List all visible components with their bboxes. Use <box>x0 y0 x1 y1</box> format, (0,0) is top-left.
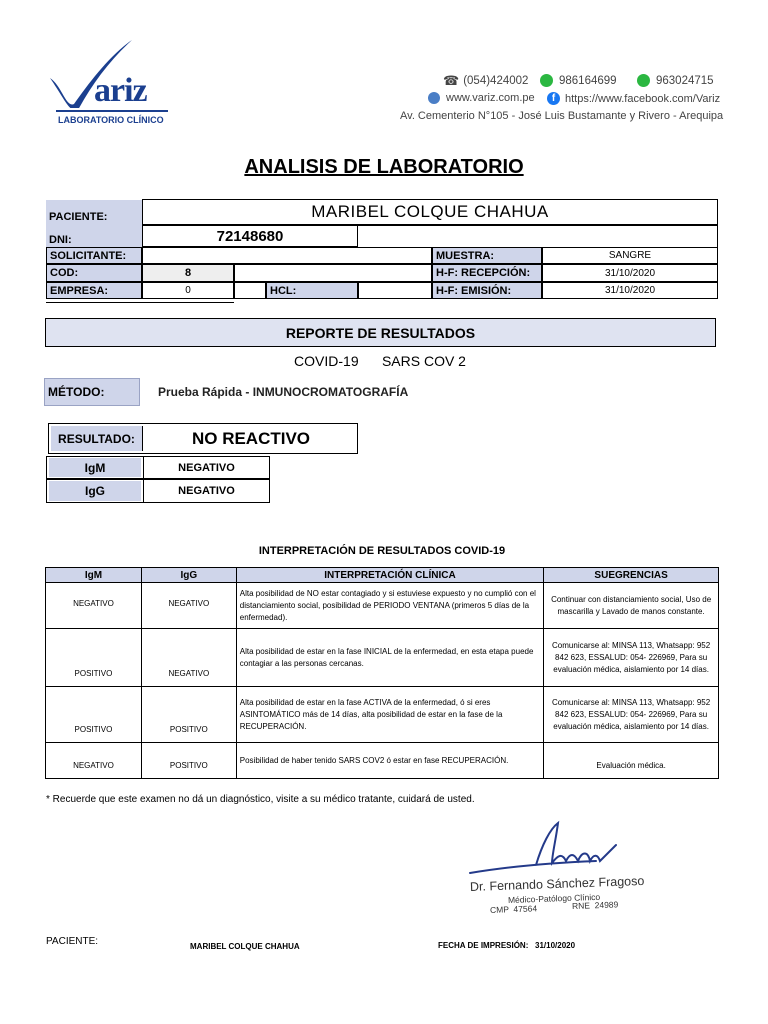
igm-row <box>46 456 270 479</box>
resultado-value: NO REACTIVO <box>191 428 311 448</box>
whatsapp-icon <box>540 74 553 87</box>
recepcion-label: H-F: RECEPCIÓN: <box>432 264 542 282</box>
footer-fecha-value: 31/10/2020 <box>535 941 576 950</box>
logo-underline <box>56 110 168 112</box>
table-header-row <box>46 568 719 583</box>
website-link[interactable]: www.variz.com.pe <box>446 92 535 104</box>
solicitante-value <box>142 247 432 264</box>
signature-rne: RNE 24989 <box>571 899 619 911</box>
header-sugerencias: SUEGRENCIAS <box>544 568 719 583</box>
dni-label: DNI: <box>46 225 142 247</box>
patient-bottom-rule <box>46 302 234 303</box>
table-row <box>46 583 719 629</box>
report-heading-text: REPORTE DE RESULTADOS <box>285 324 476 341</box>
whatsapp-icon <box>637 74 650 87</box>
address: Av. Cementerio N°105 - José Luis Bustamante y Rivero - Arequipa <box>400 110 724 122</box>
signature-cmp: CMP 47564 <box>489 903 538 915</box>
report-subtitle: COVID-19 SARS COV 2 <box>294 353 466 369</box>
table-row <box>46 687 719 743</box>
cod-empty <box>234 264 432 282</box>
empresa-value: 0 <box>142 282 234 299</box>
hcl-label: HCL: <box>266 282 358 299</box>
igg-value: NEGATIVO <box>143 480 269 502</box>
report-heading <box>45 318 716 347</box>
facebook-icon: f <box>547 92 560 105</box>
phone-icon: ☎ <box>443 73 460 88</box>
emision-value: 31/10/2020 <box>542 282 718 299</box>
row-clinica: Alta posibilidad de estar en la fase ACTIVA de la enfermedad, ó si eres ASINTOMÁTICO más de 14 días, alta posibilidad de estar en la fase de la RECUPERACIÓN. <box>236 687 543 743</box>
metodo-value: Prueba Rápida - INMUNOCROMATOGRAFÍA <box>158 385 409 399</box>
muestra-label: MUESTRA: <box>432 247 542 264</box>
whatsapp-number-2: 963024715 <box>656 74 714 87</box>
interpretation-table <box>45 567 719 779</box>
row-sugerencia: Comunicarse al: MINSA 113, Whatsapp: 952 842 623, ESSALUD: 054- 226969, Para su evaluación médica, aislamiento por 14 días. <box>544 629 719 687</box>
signature-name: Dr. Fernando Sánchez Fragoso <box>469 873 645 894</box>
row-igg: POSITIVO <box>141 743 236 779</box>
contact-whatsapp-2 <box>637 74 714 87</box>
empresa-empty <box>234 282 266 299</box>
solicitante-label: SOLICITANTE: <box>46 247 142 264</box>
row-igm: POSITIVO <box>46 629 142 687</box>
footer-paciente-label: PACIENTE: <box>46 936 99 947</box>
cod-value: 8 <box>142 264 234 282</box>
logo-brand: ariz <box>94 72 147 109</box>
interpretation-title: INTERPRETACIÓN DE RESULTADOS COVID-19 <box>258 545 506 557</box>
resultado-box <box>48 423 358 454</box>
row-igm: NEGATIVO <box>46 583 142 629</box>
hcl-value <box>358 282 432 299</box>
globe-icon <box>428 92 440 104</box>
row-clinica: Alta posibilidad de NO estar contagiado y si estuviese expuesto y no cumplió con el distanciamiento social, posibilidad de PERIODO VENTANA (primeros 5 días de la enfermedad). <box>236 583 543 629</box>
phone-number: (054)424002 <box>463 75 529 87</box>
footnote: * Recuerde que este examen no dá un diagnóstico, visite a su médico tratante, cuidará de usted. <box>46 794 475 805</box>
cod-label: COD: <box>46 264 142 282</box>
header-igm: IgM <box>46 568 142 583</box>
header-clinica: INTERPRETACIÓN CLÍNICA <box>236 568 543 583</box>
igm-label: IgM <box>49 458 141 477</box>
logo-text <box>94 72 147 110</box>
whatsapp-number-1: 986164699 <box>559 74 617 87</box>
row-igg: NEGATIVO <box>141 629 236 687</box>
header-igg: IgG <box>141 568 236 583</box>
signature-role: Médico-Patólogo Clínico <box>507 891 601 905</box>
contact-whatsapp-1 <box>540 74 617 87</box>
table-row <box>46 743 719 779</box>
contact-facebook[interactable] <box>547 92 720 105</box>
row-igm: NEGATIVO <box>46 743 142 779</box>
row-sugerencia: Continuar con distanciamiento social, Uso de mascarilla y Lavado de manos constante. <box>544 583 719 629</box>
logo-subtitle: LABORATORIO CLÍNICO <box>58 115 164 125</box>
row-igm: POSITIVO <box>46 687 142 743</box>
dni-value: 72148680 <box>142 225 358 247</box>
empresa-label: EMPRESA: <box>46 282 142 299</box>
row-sugerencia: Comunicarse al: MINSA 113, Whatsapp: 952 842 623, ESSALUD: 054- 226969, Para su evaluación médica, aislamiento por 14 días. <box>544 687 719 743</box>
emision-label: H-F: EMISIÓN: <box>432 282 542 299</box>
logo <box>44 38 174 128</box>
dni-empty <box>358 225 718 247</box>
igg-label: IgG <box>49 481 141 501</box>
row-clinica: Alta posibilidad de estar en la fase INICIAL de la enfermedad, en esta etapa puede contagiar a las personas cercanas. <box>236 629 543 687</box>
row-igg: NEGATIVO <box>141 583 236 629</box>
igm-value: NEGATIVO <box>143 457 269 478</box>
muestra-value: SANGRE <box>542 247 718 264</box>
paciente-value: MARIBEL COLQUE CHAHUA <box>142 199 718 225</box>
contact-phone <box>443 73 528 89</box>
row-igg: POSITIVO <box>141 687 236 743</box>
igg-row <box>46 479 270 503</box>
metodo-label: MÉTODO: <box>44 378 140 406</box>
paciente-label: PACIENTE: <box>46 200 142 225</box>
row-sugerencia: Evaluación médica. <box>544 743 719 779</box>
contact-website[interactable] <box>428 92 535 104</box>
resultado-label: RESULTADO: <box>51 426 143 451</box>
table-row <box>46 629 719 687</box>
facebook-link[interactable]: https://www.facebook.com/Variz <box>565 92 721 105</box>
recepcion-value: 31/10/2020 <box>542 264 718 282</box>
document-title: ANALISIS DE LABORATORIO <box>244 156 524 178</box>
row-clinica: Posibilidad de haber tenido SARS COV2 ó estar en fase RECUPERACIÓN. <box>236 743 543 779</box>
footer-paciente-value: MARIBEL COLQUE CHAHUA <box>190 942 300 951</box>
footer-fecha-label: FECHA DE IMPRESIÓN: <box>438 941 529 950</box>
